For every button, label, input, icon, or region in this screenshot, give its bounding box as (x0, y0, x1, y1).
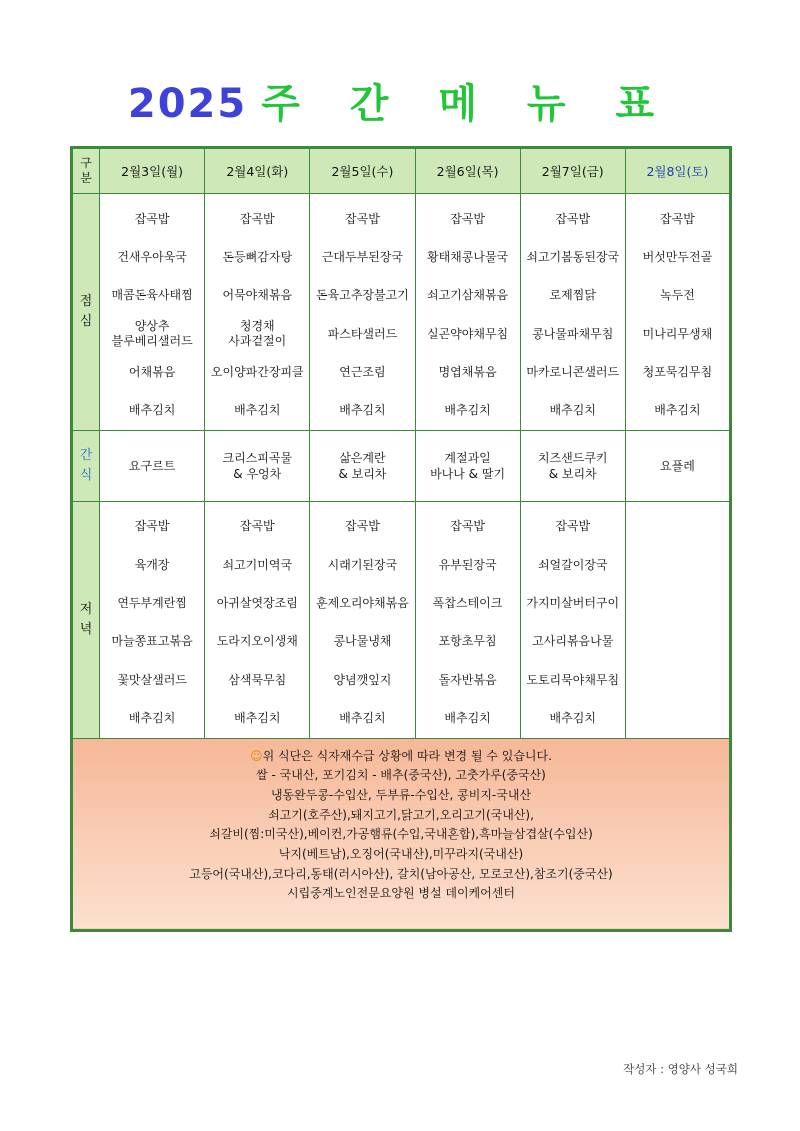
note-line: 시립중계노인전문요양원 병설 데이케어센터 (287, 886, 515, 901)
menu-item: 배추김치 (339, 710, 386, 725)
menu-item: 돈육고추장불고기 (316, 288, 409, 303)
snack-item: 요구르트 (128, 458, 176, 473)
day-header: 2월6일(목) (415, 148, 520, 194)
menu-item: 청포묵김무침 (642, 364, 713, 379)
dinner-row (72, 501, 731, 738)
gubun-bottom: 분 (80, 171, 92, 185)
menu-item: 쇠고기봄동된장국 (526, 249, 620, 264)
menu-item: 잡곡밥 (239, 519, 275, 534)
note-line: 쇠고기(호주산),돼지고기,닭고기,오리고기(국내산), (268, 807, 534, 822)
note-line: 고등어(국내산),코다리,동태(러시아산), 갈치(남아공산, 모로코산),참조기(중국산) (189, 866, 613, 881)
menu-item: 연두부계란찜 (117, 596, 187, 611)
menu-item: 황태채콩나물국 (427, 249, 509, 264)
snack-cell (310, 430, 415, 501)
day-header: 2월7일(금) (520, 148, 625, 194)
menu-item: 폭찹스테이크 (432, 596, 503, 611)
dinner-cell (205, 501, 310, 738)
note-line: 쇠갈비(찜:미국산),베이컨,가공햄류(수입,국내혼합),흑마늘삼겹살(수입산) (209, 827, 593, 842)
menu-item: 마카로니콘샐러드 (526, 364, 620, 379)
smiley-icon: ☺ (250, 748, 263, 763)
snack-item: & 보리차 (548, 466, 597, 481)
page-title (0, 72, 800, 129)
menu-item: 잡곡밥 (450, 211, 485, 226)
menu-item: 배추김치 (128, 710, 176, 725)
note-line (73, 747, 729, 767)
title-year: 2025 (127, 81, 248, 127)
menu-item: 잡곡밥 (555, 211, 591, 226)
menu-item: 잡곡밥 (660, 211, 695, 226)
snack-label-1: 간 (79, 447, 93, 463)
menu-item: 배추김치 (234, 710, 281, 725)
lunch-label-2: 심 (79, 313, 93, 329)
menu-item: 잡곡밥 (345, 519, 380, 534)
note-line: 낙지(베트남),오징어(국내산),미꾸라지(국내산) (278, 847, 524, 862)
snack-cell (100, 430, 205, 501)
snack-item: & 우엉차 (233, 466, 282, 481)
lunch-cell (520, 194, 625, 431)
menu-item: 잡곡밥 (239, 211, 275, 226)
menu-item: 배추김치 (339, 403, 386, 418)
menu-item: 고사리볶음나물 (532, 634, 614, 649)
menu-item: 잡곡밥 (134, 519, 170, 534)
menu-item: 잡곡밥 (555, 519, 591, 534)
lunch-cell (100, 194, 205, 431)
menu-item: 매콤돈육사태찜 (111, 288, 193, 303)
menu-item: 로제찜닭 (549, 288, 596, 303)
menu-item: 잡곡밥 (450, 519, 485, 534)
menu-item: 쇠고기삼채볶음 (427, 288, 509, 303)
menu-item: 돌자반볶음 (438, 672, 497, 687)
lunch-cell (415, 194, 520, 431)
snack-item: & 보리차 (338, 466, 387, 481)
menu-item: 실곤약야채무침 (427, 326, 509, 341)
menu-item: 훈제오리야채볶음 (316, 596, 409, 611)
menu-item: 명엽채볶음 (438, 364, 497, 379)
day-header-saturday: 2월8일(토) (625, 148, 730, 194)
gubun-header (72, 148, 100, 194)
lunch-label (72, 194, 100, 431)
menu-item: 배추김치 (444, 403, 491, 418)
header-row (72, 148, 731, 194)
snack-item: 치즈샌드쿠키 (537, 450, 608, 465)
menu-item: 배추김치 (128, 403, 176, 418)
menu-item: 건새우아욱국 (117, 249, 187, 264)
menu-table (70, 146, 732, 932)
dinner-cell (310, 501, 415, 738)
writer-credit: 작성자 : 영양사 성국희 (623, 1062, 738, 1076)
note-line: 냉동완두콩-수입산, 두부류-수입산, 콩비지-국내산 (270, 787, 532, 802)
menu-item: 배추김치 (654, 403, 701, 418)
menu-item: 파스타샐러드 (327, 326, 398, 341)
menu-item: 어채볶음 (128, 364, 176, 379)
menu-item: 버섯만두전골 (642, 249, 713, 264)
menu-item: 유부된장국 (438, 557, 497, 572)
menu-item: 도토리묵야채무침 (526, 672, 620, 687)
menu-item: 마늘쫑표고볶음 (111, 634, 193, 649)
lunch-row (72, 194, 731, 431)
day-header: 2월5일(수) (310, 148, 415, 194)
day-header: 2월4일(화) (205, 148, 310, 194)
snack-cell (205, 430, 310, 501)
menu-item: 오이양파간장피클 (210, 364, 304, 379)
menu-item: 잡곡밥 (345, 211, 380, 226)
menu-item: 어묵야채볶음 (222, 288, 293, 303)
dinner-label-2: 녁 (79, 621, 93, 637)
lunch-label-1: 점 (79, 293, 93, 309)
snack-row (72, 430, 731, 501)
snack-label-2: 식 (79, 467, 93, 483)
menu-item: 양상추 블루베리샐러드 (111, 319, 193, 349)
menu-item: 삼색묵무침 (228, 672, 287, 687)
menu-item: 녹두전 (660, 288, 695, 303)
menu-item: 양념깻잎지 (333, 672, 392, 687)
dinner-cell (520, 501, 625, 738)
menu-item: 근대두부된장국 (321, 249, 403, 264)
dinner-label-1: 저 (79, 601, 93, 617)
menu-item: 아귀살엿장조림 (216, 596, 298, 611)
lunch-cell (625, 194, 730, 431)
snack-cell (625, 430, 730, 501)
notes-row (72, 738, 731, 930)
snack-item: 바나나 & 딸기 (430, 466, 506, 481)
menu-item: 배추김치 (549, 403, 596, 418)
note-line: 쌀 - 국내산, 포기김치 - 배추(중국산), 고춧가루(중국산) (256, 768, 546, 783)
menu-item: 꽃맛살샐러드 (117, 672, 187, 687)
menu-item: 청경채 사과겉절이 (228, 319, 287, 349)
menu-item: 육개장 (134, 557, 170, 572)
menu-item: 돈등뼈감자탕 (222, 249, 293, 264)
menu-item: 배추김치 (444, 710, 491, 725)
menu-item: 배추김치 (234, 403, 281, 418)
dinner-cell (100, 501, 205, 738)
menu-item: 시래기된장국 (327, 557, 398, 572)
notes-box (72, 738, 731, 930)
snack-cell (520, 430, 625, 501)
menu-item: 쇠고기미역국 (222, 557, 293, 572)
dinner-cell (415, 501, 520, 738)
snack-cell (415, 430, 520, 501)
snack-label (72, 430, 100, 501)
menu-item: 콩나물파채무침 (532, 326, 614, 341)
day-header: 2월3일(월) (100, 148, 205, 194)
gubun-top: 구 (80, 156, 92, 170)
menu-item: 포항초무침 (438, 634, 497, 649)
menu-item: 잡곡밥 (134, 211, 170, 226)
snack-item: 요플레 (660, 458, 695, 473)
snack-item: 계절과일 (444, 450, 491, 465)
menu-item: 콩나물냉채 (333, 634, 392, 649)
note-text: 위 식단은 식자재수급 상황에 따라 변경 될 수 있습니다. (262, 748, 552, 763)
title-text: 주 간 메 뉴 표 (261, 81, 673, 127)
dinner-label (72, 501, 100, 738)
snack-item: 크리스피곡물 (222, 450, 293, 465)
menu-item: 도라지오이생채 (216, 634, 298, 649)
menu-item: 가지미살버터구이 (526, 596, 620, 611)
dinner-cell (625, 501, 730, 738)
lunch-cell (310, 194, 415, 431)
menu-item: 쇠얼갈이장국 (537, 557, 608, 572)
menu-item: 미나리무생채 (642, 326, 713, 341)
lunch-cell (205, 194, 310, 431)
menu-item: 연근조림 (339, 364, 386, 379)
menu-item: 배추김치 (549, 710, 596, 725)
snack-item: 삶은계란 (339, 450, 386, 465)
